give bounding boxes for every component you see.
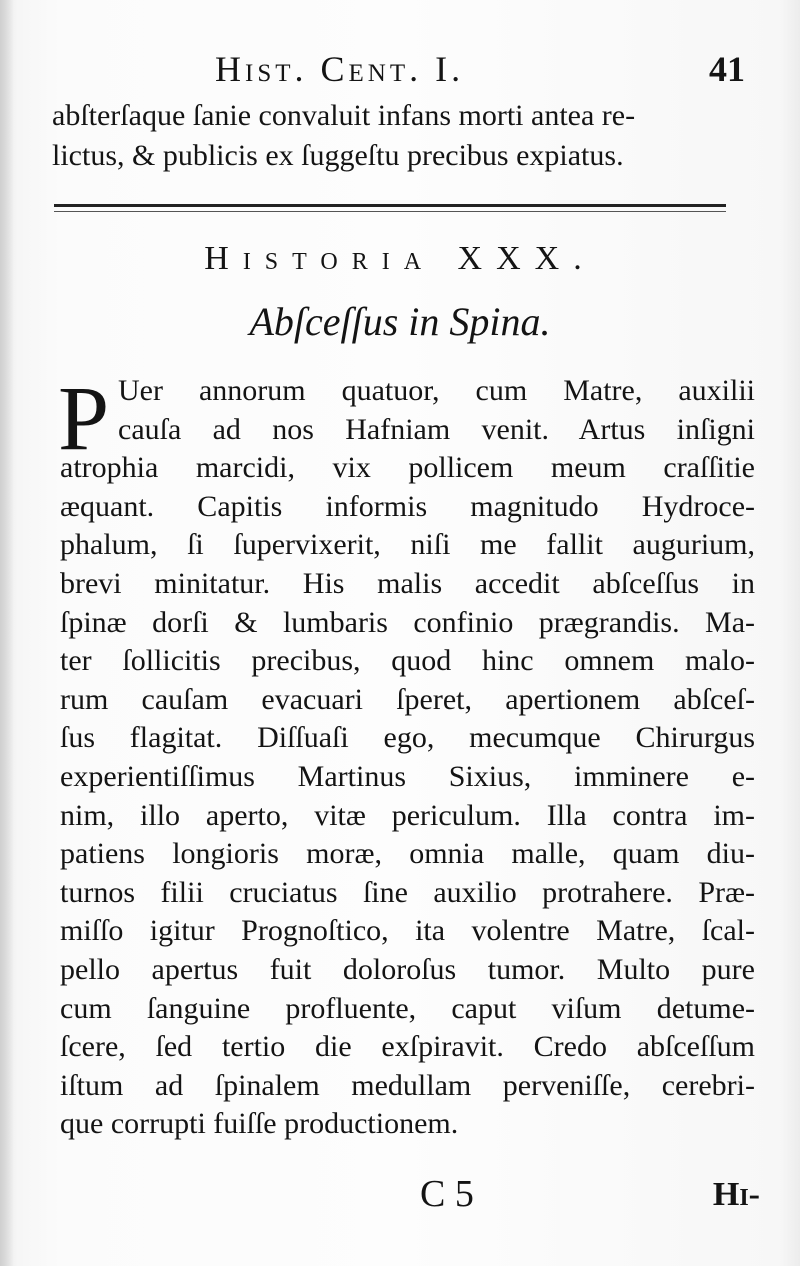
section-divider [54,204,726,207]
text-line: experientiſſimus Martinus Sixius, imminere e- [60,759,755,793]
text-line: iſtum ad ſpinalem medullam perveniſſe, cerebri- [60,1068,755,1102]
text-line: lictus, & publicis ex ſuggeſtu precibus expiatus. [52,139,624,172]
running-title: Hist. Cent. I. [215,49,465,89]
text-line: que corrupti fuiſſe productionem. [60,1107,459,1141]
section-subtitle: Abſceſſus in Spina. [249,299,551,344]
text-line: ſcere, ſed tertio die exſpiravit. Credo abſceſſum [60,1030,755,1064]
text-line: patiens longioris moræ, omnia malle, quam diu- [60,837,755,871]
text-line: miſſo igitur Prognoſtico, ita volentre Matre, ſcal- [60,914,755,948]
text-line: brevi minitatur. His malis accedit abſceſſus in [60,566,755,600]
text-line: nim, illo aperto, vitæ periculum. Illa contra im- [60,798,755,832]
text-line: abſterſaque ſanie convaluit infans morti antea re- [52,99,636,132]
text-line: æquant. Capitis informis magnitudo Hydroce- [60,489,755,523]
text-line: cum ſanguine profluente, caput viſum detume- [60,991,755,1025]
text-line: ter ſollicitis precibus, quod hinc omnem malo- [60,644,755,678]
text-line: Uer annorum quatuor, cum Matre, auxilii [118,374,755,407]
text-line: phalum, ſi ſupervixerit, niſi me fallit augurium, [60,528,755,562]
text-line: rum cauſam evacuari ſperet, apertionem abſceſ- [60,682,755,716]
page-footer [0,1172,800,1222]
signature-mark: C 5 [420,1173,474,1215]
text-line: atrophia marcidi, vix pollicem meum craſſitie [60,451,755,485]
section-divider-thin [54,211,726,212]
page-number: 41 [709,49,745,89]
drop-cap: P [58,367,110,469]
text-line: pello apertus fuit doloroſus tumor. Multo pure [60,952,755,986]
body-paragraph [58,367,755,1144]
page-gutter-shadow [0,0,14,1266]
text-line: ſpinæ dorſi & lumbaris confinio prægrandis. Ma- [60,605,755,639]
text-line: ſus flagitat. Diſſuaſi ego, mecumque Chirurgus [60,721,755,755]
catchword: Hi- [712,1176,760,1213]
text-line: turnos filii cruciatus ſine auxilio protrahere. Præ- [60,875,755,909]
running-head [0,44,800,96]
section-heading: Historia XXX. [204,240,596,277]
text-line: cauſa ad nos Hafniam venit. Artus inſigni [118,412,755,446]
carry-over-paragraph [52,96,752,176]
